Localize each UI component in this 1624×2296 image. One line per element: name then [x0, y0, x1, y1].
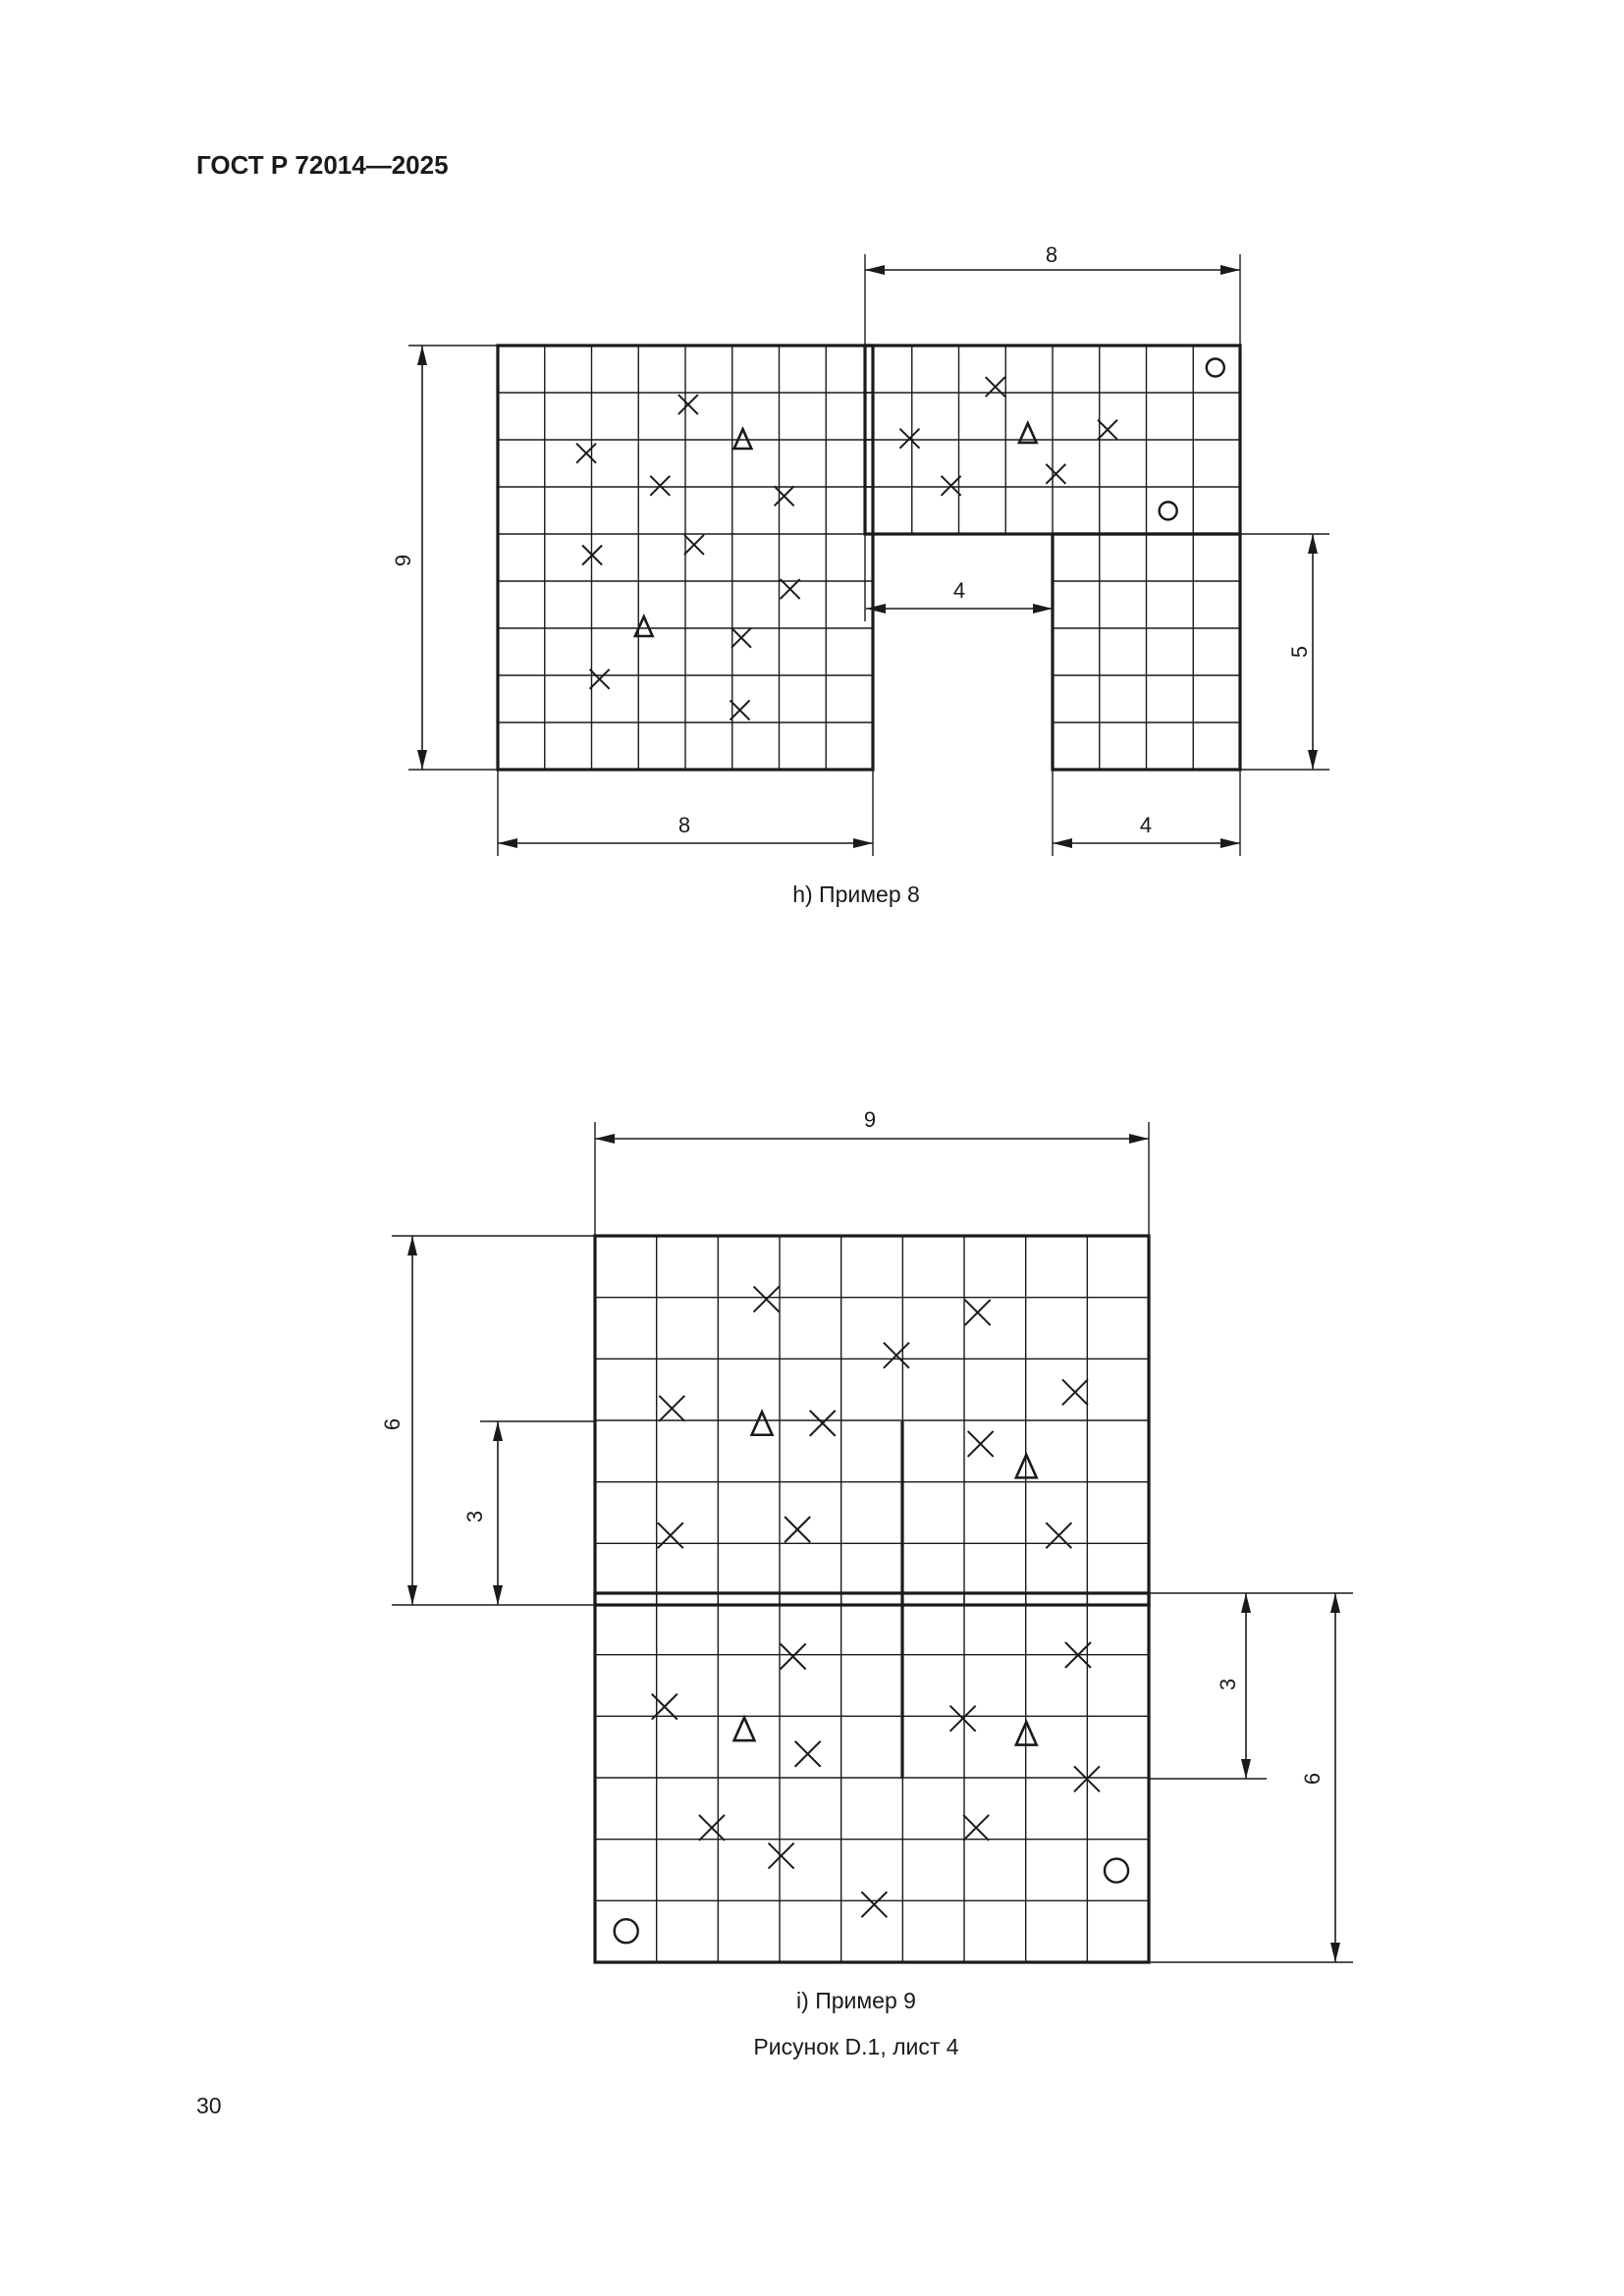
- dim-h-bottom-right: 4: [1139, 813, 1153, 837]
- dim-i-left-outer: 6: [380, 1417, 405, 1431]
- figure-example-8: [408, 254, 1329, 856]
- figure-i-caption: i) Пример 9: [796, 1988, 916, 2013]
- dim-h-top: 8: [1045, 242, 1058, 267]
- triangle-mark: [734, 429, 752, 449]
- figure-h-caption: h) Пример 8: [792, 881, 920, 907]
- dim-h-right: 5: [1287, 645, 1312, 659]
- page-number: 30: [196, 2093, 222, 2118]
- circle-mark: [1207, 358, 1224, 376]
- document-header: ГОСТ Р 72014—2025: [196, 150, 449, 180]
- dim-h-left: 9: [391, 554, 415, 567]
- triangle-mark: [752, 1412, 773, 1434]
- dim-h-bottom-left: 8: [677, 813, 691, 837]
- dim-i-right-inner: 3: [1216, 1678, 1240, 1691]
- dim-i-top: 9: [863, 1107, 877, 1132]
- figure-caption: Рисунок D.1, лист 4: [753, 2034, 959, 2059]
- circle-mark: [1105, 1859, 1128, 1883]
- circle-mark: [615, 1919, 638, 1943]
- dim-h-middle: 4: [952, 578, 966, 603]
- figure-example-9: [392, 1122, 1353, 1962]
- circle-mark: [1160, 502, 1177, 519]
- triangle-mark: [734, 1718, 755, 1740]
- dim-i-left-inner: 3: [462, 1510, 487, 1523]
- dim-i-right-outer: 6: [1300, 1772, 1325, 1786]
